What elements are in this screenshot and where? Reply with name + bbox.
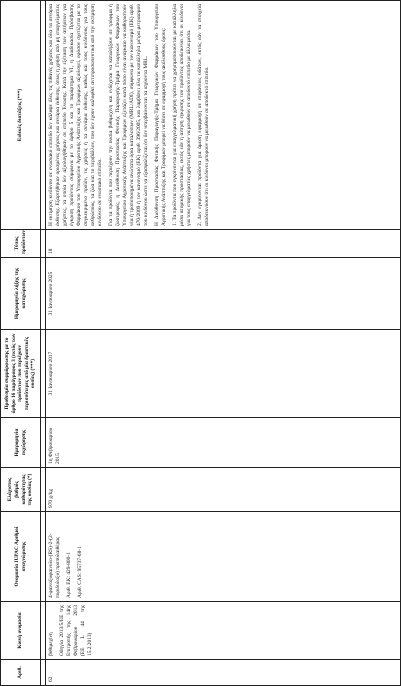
header-product-type: Τύπος προϊόντων	[1, 230, 41, 258]
header-common-name: Κοινή ονομασία	[1, 602, 41, 660]
header-iupac-name: Ονομασία IUPAC Αριθμοί αναγνώρισης	[1, 512, 41, 602]
provision-paragraph: Για τα προϊόντα που περιέχουν την ουσία βυθιμεχίνη και ενδέχεται να καταλήξουν σε τρόφιμα ή ζωοτροφές, η Διεύθυνση Προστασίας Φυτικής Παραγωγής-Τμήμα Γεωργικών Φαρμάκων του Υπουργείου Αγροτικής Ανάπτυξης και Τροφίμων εξετάζει κατά πόσο είναι αναγκαίο να καθοριστούν νέα ή τροποποιημένα ανώτατα όρια καταλοίπων (MRL/ADI), σύμφωνα με τον κανονισμό (ΕΚ) αριθ. 470/2009 ή τον κανονισμό (ΕΚ) αριθ. 396/2005, και λαμβάνει όλα τα κατάλληλα μέτρα μετριασμού του κινδύνου ώστε να εξασφαλίζεται ότι δεν υπερβαίνονται τα ισχύοντα MRL.	[108, 4, 150, 226]
iupac-name: 4-φαινοξυφαινυλο-(RS)-2-(2-πυριδυλοξυ) προπυλαιθέρας	[48, 533, 62, 598]
cell-number: 62	[46, 660, 401, 686]
cell-iupac	[46, 512, 401, 602]
cell-compliance-deadline: 31 Ιανουαρίου 2017	[46, 330, 401, 418]
ec-number: Αριθ. ΕΚ: 429-800-1	[66, 552, 73, 598]
cell-common-name	[46, 602, 401, 660]
provision-paragraph: Η Διεύθυνση Προστασίας Φυτικής Παραγωγής-Τμήμα Γεωργικών Φαρμάκων του Υπουργείου Αγροτικής Ανάπτυξης και Τροφίμων μπορεί να θέσει σε εφαρμογή τους ακόλουθους όρους:	[154, 4, 168, 226]
cell-purity: 970 g/kg	[46, 468, 401, 512]
header-approval-date: Ημερομηνία εκχώρησης	[1, 418, 41, 468]
table-header-row	[1, 1, 41, 686]
header-expiry-date: Ημερομηνία λήξης της καταχώρισης	[1, 258, 41, 330]
cell-expiry-date: 31 Ιανουαρίου 2025	[46, 258, 401, 330]
directive-reference: Οδηγία 2013/5/ΕΕ της Επιτροπής της 14ης Φεβρουαρίου 2013 (ΕΕ L 44 της 15.2.2013)	[59, 605, 94, 656]
provision-paragraph: 2. Δεν εγκρίνονται προϊόντα για άμεση εφαρμογή σε επιφάνειες υδάτων, εκτός εάν τα στοιχεία αποδεικνύουν ότι οι κίνδυνοι μπορούν να μειωθούν σε αποδεκτό επίπεδο.	[197, 4, 211, 226]
header-specific-provisions: Ειδικές διατάξεις (***)	[1, 1, 41, 230]
cell-product-type: 18	[46, 230, 401, 258]
cell-approval-date: 1η Φεβρουαρίου 2015	[46, 418, 401, 468]
header-number: Αριθ.	[1, 660, 41, 686]
header-purity: Ελάχιστος βαθμός καθαρότητας της ουσίας (*)	[1, 468, 41, 512]
substance-name: βυθιμεχίνη	[48, 632, 54, 656]
header-compliance-deadline: Προθεσμία συμμόρφωσης με το άρθρο 16 παράγραφος 3 (εκτός των προϊόντων που περιέχουν περισσότερες από μία δραστικές ουσίες) (***)	[1, 330, 41, 418]
cas-number: Αριθ. CAS: 95737-68-1	[77, 546, 84, 598]
table-row	[46, 1, 401, 686]
provision-paragraph: Η εκτίμηση κινδύνου σε ενωσιακό επίπεδο δεν κάλυψε όλες τις πιθανές χρήσεις και όλα τα σενάρια έκθεσης. Εξαρτήθηκαν ορισμένες χρήσεις και σενάρια έκθεσης, όπως η χρήση από μη επαγγελματίες χρήστες, τα οποία δεν αξιολογήθηκαν σε επίπεδο Ένωσης. Κατά την εξέταση των αιτήσεων για έγκριση προϊόντος σύμφωνα με το άρθρο 5 και το παράρτημα VI, η Διαδικασία Πρόσβασης Φαρμάκου του Υπουργείου Αγροτικής Ανάπτυξης και Τροφίμων αξιολογεί, εφόσον σχετίζεται με το συγκεκριμένο προϊόν, τις χρήσεις ή τα σενάρια έκθεσης, καθώς και τους κινδύνους για τους ανθρώπους, τα ζώα και το περιβάλλον, που δεν έχουν καλυφθεί αντιπροσωπευτικά από την εκτίμηση κινδύνου σε ενωσιακό επίπεδο.	[48, 4, 104, 226]
provision-paragraph: 1. Τα προϊόντα που εγκρίνονται για επαγγελματική χρήση πρέπει να χρησιμοποιούνται με κατάλληλα μέσα ατομικής προστασίας, εκτός εάν η αίτηση έγκρισης του προϊόντος αποδεικνύει ότι οι κίνδυνοι για τους επαγγελματίες χρήστες μπορούν να μειωθούν σε αποδεκτό επίπεδο με άλλα μέσα.	[172, 4, 193, 226]
cell-specific-provisions	[46, 1, 401, 230]
